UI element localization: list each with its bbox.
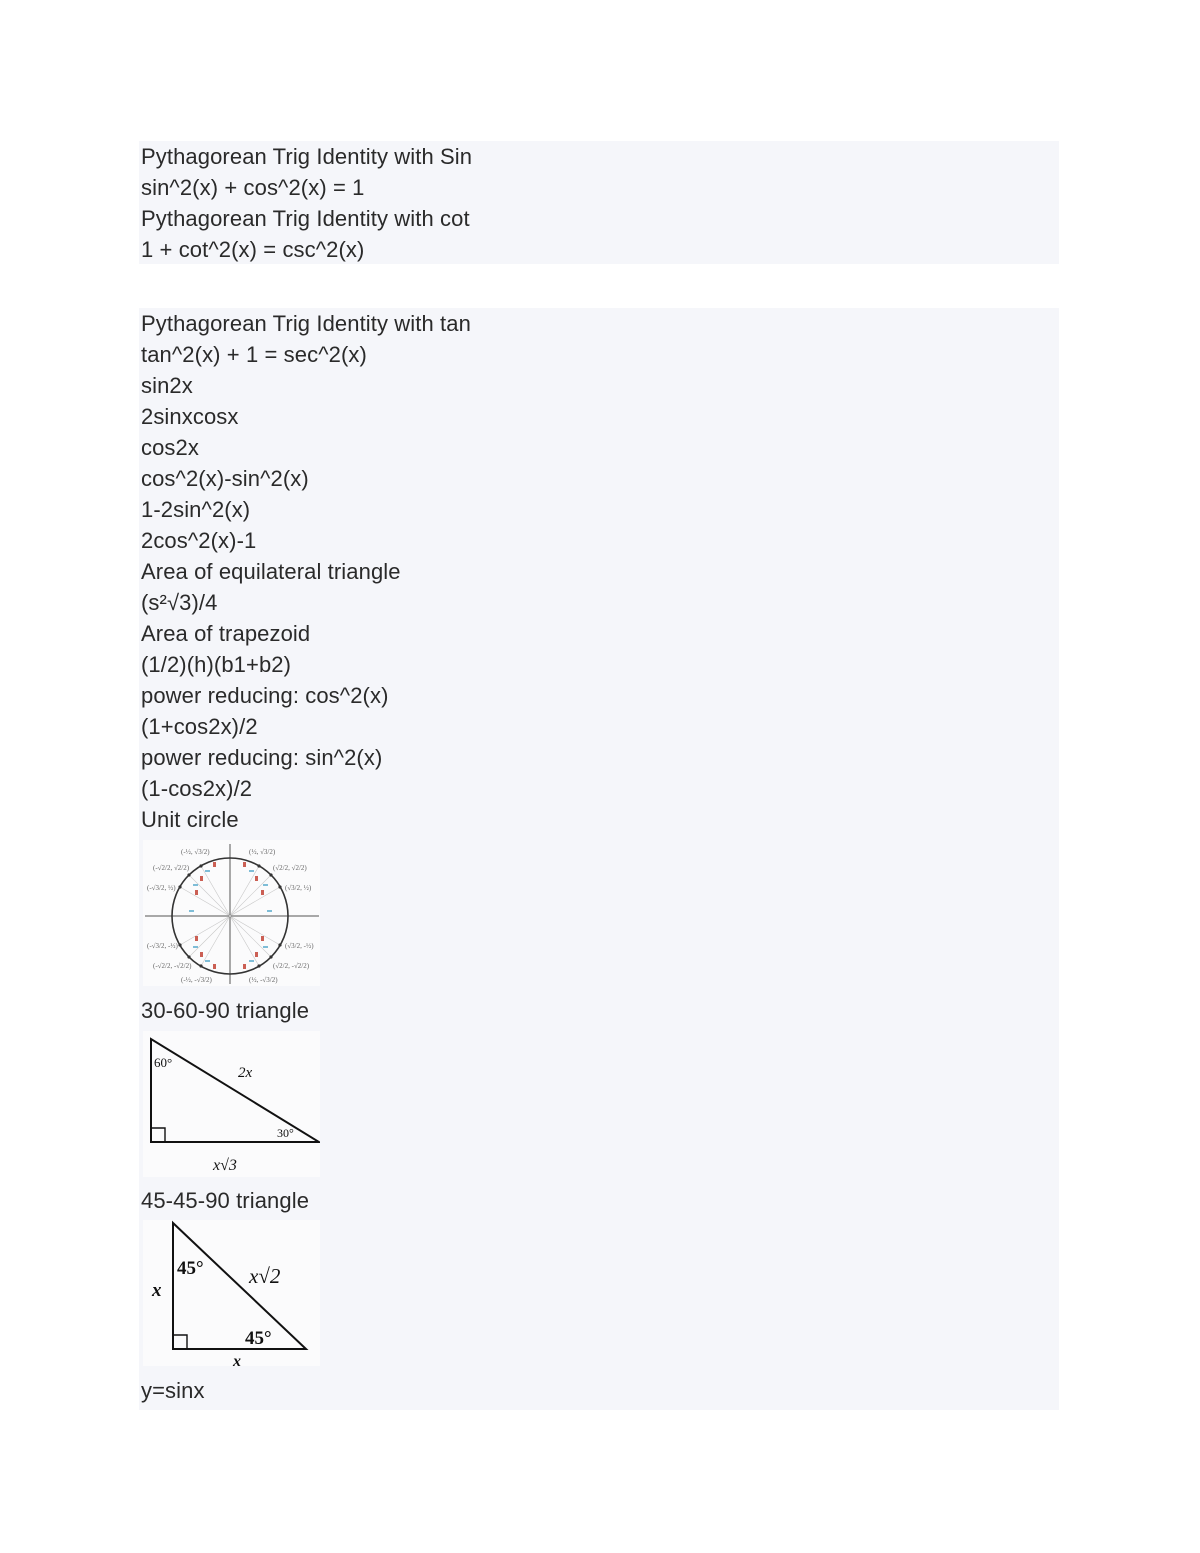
angle-60-label: 60°: [154, 1055, 173, 1070]
svg-text:(√2/2, √2/2): (√2/2, √2/2): [273, 864, 307, 872]
svg-text:(-½, -√3/2): (-½, -√3/2): [181, 976, 212, 984]
definition-pythagorean-cot: 1 + cot^2(x) = csc^2(x): [141, 237, 365, 262]
term-y-sinx: y=sinx: [141, 1378, 205, 1403]
angle-45-top-label: 45°: [177, 1258, 204, 1279]
flashcard-block-1: [139, 141, 1059, 264]
hypotenuse-2x-label: 2x: [238, 1065, 253, 1081]
svg-text:(√3/2, ½): (√3/2, ½): [285, 884, 312, 892]
angle-30-label: 30°: [277, 1126, 294, 1140]
term-pythagorean-tan: Pythagorean Trig Identity with tan: [141, 311, 471, 336]
svg-text:(-½, √3/2): (-½, √3/2): [181, 848, 210, 856]
hypotenuse-x-root2-label: x√2: [249, 1264, 281, 1288]
svg-text:(½, -√3/2): (½, -√3/2): [249, 976, 278, 984]
svg-text:(-√2/2, -√2/2): (-√2/2, -√2/2): [153, 962, 192, 970]
definition-area-equilateral: (s²√3)/4: [141, 590, 218, 615]
term-unit-circle: Unit circle: [141, 807, 239, 832]
svg-text:(-√2/2, √2/2): (-√2/2, √2/2): [153, 864, 190, 872]
definition-area-trapezoid: (1/2)(h)(b1+b2): [141, 652, 292, 677]
term-power-reducing-cos: power reducing: cos^2(x): [141, 683, 389, 708]
definition-cos2x-2: 1-2sin^2(x): [141, 497, 251, 522]
definition-pythagorean-sin: sin^2(x) + cos^2(x) = 1: [141, 175, 365, 200]
flashcard-block-2: [139, 308, 1059, 1410]
side-x-label: x: [152, 1280, 162, 1301]
term-area-trapezoid: Area of trapezoid: [141, 621, 311, 646]
definition-sin2x: 2sinxcosx: [141, 404, 239, 429]
svg-text:(-√3/2, ½): (-√3/2, ½): [147, 884, 176, 892]
svg-text:(√3/2, -½): (√3/2, -½): [285, 942, 314, 950]
term-area-equilateral: Area of equilateral triangle: [141, 559, 401, 584]
svg-text:(-√3/2, -½): (-√3/2, -½): [147, 942, 178, 950]
svg-text:(√2/2, -√2/2): (√2/2, -√2/2): [273, 962, 310, 970]
unit-circle-image: [143, 840, 320, 986]
definition-pythagorean-tan: tan^2(x) + 1 = sec^2(x): [141, 342, 367, 367]
definition-cos2x-1: cos^2(x)-sin^2(x): [141, 466, 309, 491]
term-30-60-90: 30-60-90 triangle: [141, 998, 310, 1023]
definition-power-reducing-cos: (1+cos2x)/2: [141, 714, 258, 739]
term-45-45-90: 45-45-90 triangle: [141, 1188, 310, 1213]
base-x-label: x: [233, 1353, 241, 1366]
term-cos2x: cos2x: [141, 435, 199, 460]
term-pythagorean-cot: Pythagorean Trig Identity with cot: [141, 206, 470, 231]
term-power-reducing-sin: power reducing: sin^2(x): [141, 745, 383, 770]
angle-45-right-label: 45°: [245, 1328, 272, 1349]
term-pythagorean-sin: Pythagorean Trig Identity with Sin: [141, 144, 473, 169]
definition-cos2x-3: 2cos^2(x)-1: [141, 528, 257, 553]
definition-power-reducing-sin: (1-cos2x)/2: [141, 776, 253, 801]
triangle-30-60-90-image: [143, 1031, 320, 1177]
term-sin2x: sin2x: [141, 373, 193, 398]
base-x-root3-label: x√3: [213, 1157, 237, 1174]
svg-text:(½, √3/2): (½, √3/2): [249, 848, 276, 856]
triangle-45-45-90-image: [143, 1220, 320, 1366]
